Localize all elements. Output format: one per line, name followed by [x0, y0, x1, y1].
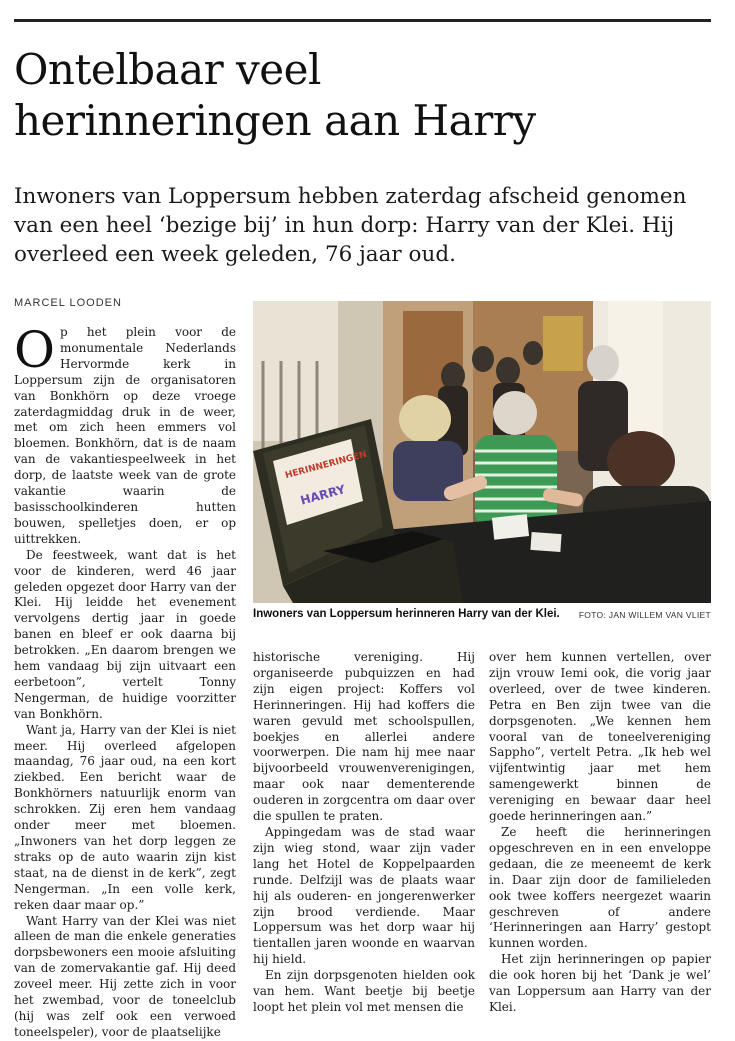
paragraph: De feestweek, want dat is het voor de kinderen, werd 46 jaar geleden opgezet door Harry van der Klei. Hij leidde het evenement vervolgens dertig jaar in goede banen en bleef er ook daarna bij betrokken. „En daarom brengen we hem vandaag bij zijn uitvaart een eerbetoon”, vertelt Tonny Nengerman, de huidige voorzitter van Bonkhörn. [14, 547, 236, 721]
paragraph: Ze heeft die herinneringen opgeschreven en in een enveloppe gedaan, die ze meeneemt de kerk in. Daar zijn door de familieleden ook twee koffers neergezet waarin geschreven of andere ‘Herinneringen aan Harry’ gestopt kunnen worden. [489, 824, 711, 951]
headline-line-1: Ontelbaar veel [14, 45, 321, 94]
top-rule [14, 19, 711, 22]
article-photo [253, 301, 711, 603]
paragraph: historische vereniging. Hij organiseerde pubquizzen en had zijn eigen project: Koffers vol Herinneringen. Hij had koffers die waren gevuld met schoolspullen, boekjes en allerlei andere voorwerpen. Die nam hij mee naar bijvoorbeeld vrouwenverenigingen, maar ook naar dementerende ouderen in zorgcentra om daar over die spullen te praten. [253, 650, 475, 824]
paragraph: Want ja, Harry van der Klei is niet meer. Hij overleed afgelopen maandag, 76 jaar oud, na een kort ziekbed. Een bericht waar de Bonkhörners natuurlijk enorm van schrokken. Zij eren hem vandaag onder meer met bloemen. „Inwoners van het dorp leggen ze straks op de auto waarin zijn kist staat, na de dienst in de kerk”, zegt Nengerman. „In een volle kerk, reken daar maar op.” [14, 722, 236, 912]
article-column-2 [253, 650, 475, 1016]
paragraph: Het zijn herinneringen op papier die ook horen bij het ‘Dank je wel’ van Loppersum aan Harry van der Klei. [489, 952, 711, 1014]
paragraph: Want Harry van der Klei was niet alleen de man die enkele generaties dorpsbewoners een mooie afsluiting van de zomervakantie gaf. Hij deed zoveel meer. Hij zette zich in voor het zwembad, voor de toneelclub (hij was zelf ook een verwoed toneelspeler), voor de plaatselijke [14, 913, 236, 1039]
sign-text-line-1: HERINNERINGEN [284, 449, 368, 482]
sign-text-line-2: HARRY [298, 482, 347, 508]
paragraph: En zijn dorpsgenoten hielden ook van hem. Want beetje bij beetje loopt het plein vol met mensen die [253, 968, 475, 1014]
photo-caption [253, 608, 715, 620]
paragraph: over hem kunnen vertellen, over zijn vrouw Iemi ook, die vorig jaar overleed, over de twee kinderen. Petra en Ben zijn twee van die dorpsgenoten. „We kennen hem vooral van de toneelvereniging Sappho”, vertelt Petra. „Ik heb wel vijfentwintig jaar met hem samengewerkt binnen de vereniging en bewaar daar heel goede herinneringen aan.” [489, 650, 711, 824]
article-column-3 [489, 650, 711, 1016]
byline: MARCEL LOODEN [14, 297, 122, 309]
caption-text: Inwoners van Loppersum herinneren Harry van der Klei. [253, 608, 560, 620]
paragraph: Appingedam was de stad waar zijn wieg stond, waar zijn vader lang het Hotel de Koppelpaarden runde. Delfzijl was de plaats waar hij als ouderen- en jongerenwerker zijn brood verdiende. Maar Loppersum was het dorp waar hij tientallen jaren woonde en waarvan hij hield. [253, 824, 475, 967]
photo-illustration [253, 301, 711, 603]
paragraph: Op het plein voor de monumentale Nederlands Hervormde kerk in Loppersum zijn de organisatoren van Bonkhörn op deze vroege zaterdagmiddag druk in de weer, met om zich heen emmers vol bloemen. Bonkhörn, dat is de naam van de vakantiespeelweek in het dorp, de laatste week van de grote vakantie waarin de basisschoolkinderen hutten bouwen, spelletjes doen, er op uittrekken. [14, 321, 236, 546]
headline [14, 44, 714, 146]
photo-credit: FOTO: JAN WILLEM VAN VLIET [578, 610, 711, 620]
headline-line-2: herinneringen aan Harry [14, 96, 536, 145]
article-column-1 [14, 321, 236, 1041]
lead-paragraph: Inwoners van Loppersum hebben zaterdag afscheid genomen van een heel ‘bezige bij’ in hun dorp: Harry van der Klei. Hij overleed een week geleden, 76 jaar oud. [14, 184, 687, 267]
drop-cap: O [14, 321, 55, 379]
